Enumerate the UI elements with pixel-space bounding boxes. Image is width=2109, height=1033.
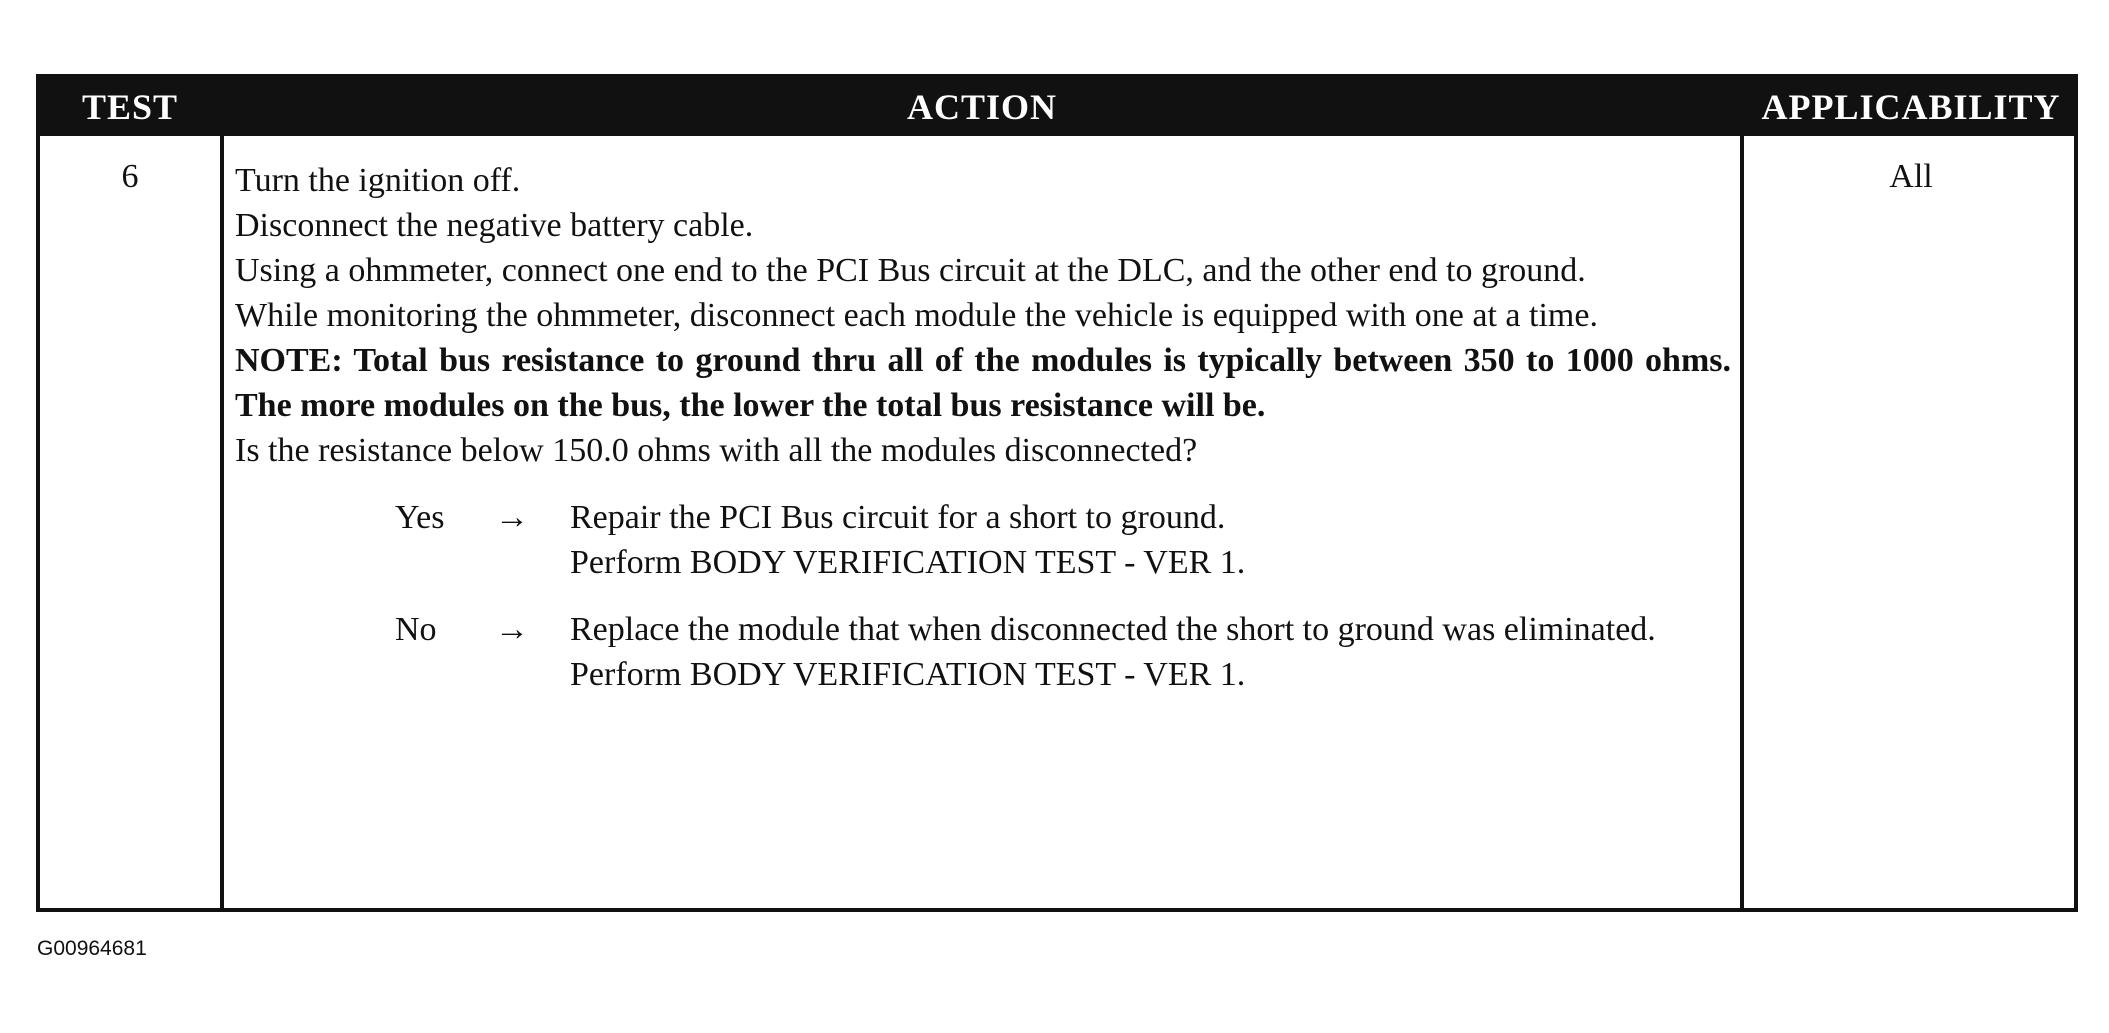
result-line: Replace the module that when disconnected the short to ground was eliminated. [570, 611, 1656, 648]
table-header [40, 78, 2074, 136]
result-yes [235, 495, 1731, 585]
header-test: TEST [81, 87, 179, 127]
header-applicability: APPLICABILITY [1761, 87, 2061, 127]
test-number: 6 [121, 158, 139, 195]
question-text: Is the resistance below 150.0 ohms with all the modules disconnected? [235, 432, 1198, 469]
result-no [235, 607, 1731, 697]
result-answer: Yes [395, 499, 445, 536]
note-text: NOTE: Total bus resistance to ground thru all of the modules is typically between 350 to 1000 ohms. The more modules on the bus, the lower the total bus resistance will be. [235, 342, 1731, 424]
figure-id: G00964681 [37, 937, 147, 960]
result-line: Perform BODY VERIFICATION TEST - VER 1. [570, 656, 1246, 693]
column-divider [1740, 136, 1744, 908]
result-answer: No [395, 611, 437, 648]
header-action: ACTION [906, 87, 1058, 127]
step-text: Disconnect the negative battery cable. [235, 207, 754, 244]
arrow-icon: → [495, 499, 529, 536]
arrow-icon: → [495, 611, 529, 648]
step-text: Using a ohmmeter, connect one end to the PCI Bus circuit at the DLC, and the other end to ground. [235, 252, 1586, 289]
result-body [570, 607, 1731, 697]
result-line: Repair the PCI Bus circuit for a short to ground. [570, 499, 1226, 536]
action-cell [235, 158, 1731, 697]
applicability-value: All [1889, 158, 1933, 195]
column-divider [220, 136, 224, 908]
result-line: Perform BODY VERIFICATION TEST - VER 1. [570, 544, 1246, 581]
step-text: While monitoring the ohmmeter, disconnect each module the vehicle is equipped with one at a time. [235, 297, 1598, 334]
step-text: Turn the ignition off. [235, 162, 521, 199]
result-body [570, 495, 1731, 585]
diagnostic-table [36, 74, 2078, 912]
